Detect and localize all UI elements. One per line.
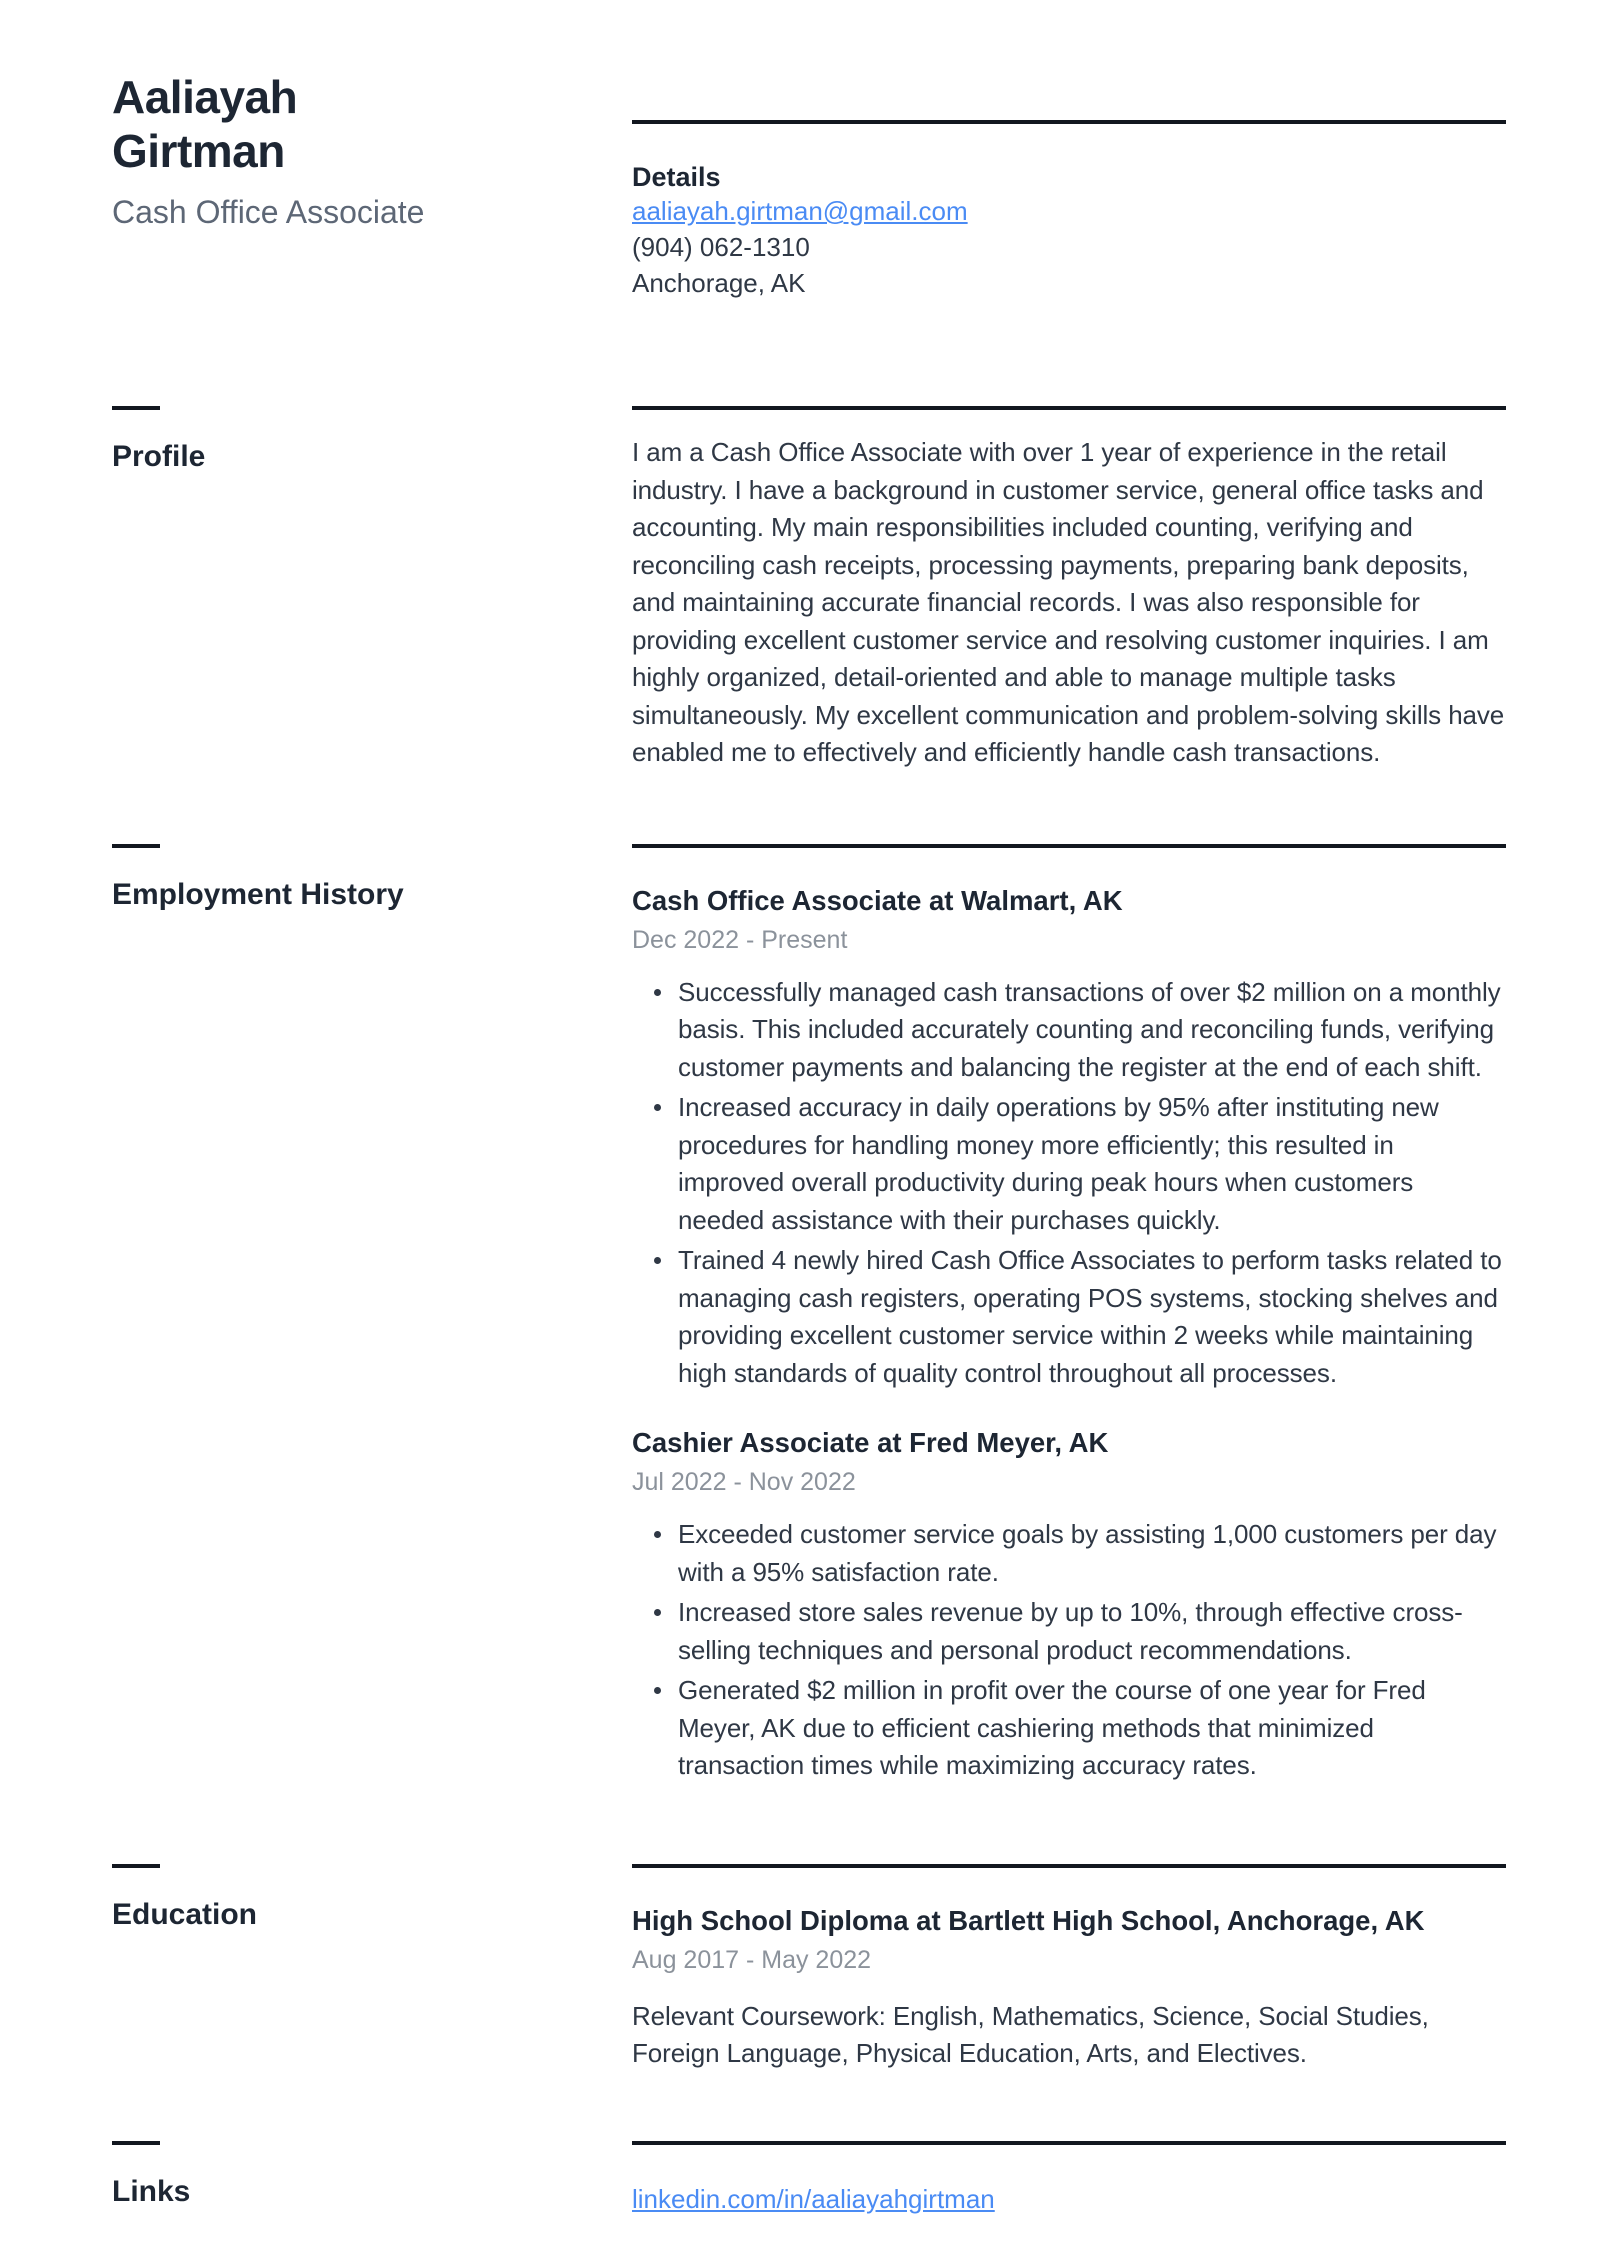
- profile-label-column: [112, 406, 632, 474]
- email-line: [632, 193, 1506, 229]
- details-heading: Details: [632, 162, 721, 192]
- job-title: Cash Office Associate at Walmart, AK: [632, 884, 1123, 916]
- links-rule: [632, 2141, 1506, 2145]
- education-heading: Education: [112, 1897, 258, 1931]
- profile-section: [112, 406, 1506, 772]
- location-line: Anchorage, AK: [632, 268, 806, 298]
- employment-dash: [112, 844, 160, 848]
- education-title: High School Diploma at Bartlett High School, Anchorage, AK: [632, 1904, 1425, 1936]
- details-block: [632, 162, 1506, 301]
- job-title: Cashier Associate at Fred Meyer, AK: [632, 1427, 1109, 1458]
- links-section: [112, 2141, 1506, 2217]
- job-bullet: Exceeded customer service goals by assisting 1,000 customers per day with a 95% satisfaction rate.: [632, 1516, 1506, 1591]
- job-bullet: Generated $2 million in profit over the course of one year for Fred Meyer, AK due to efficient cashiering methods that minimized transaction times while maximizing accuracy rates.: [632, 1672, 1506, 1785]
- job-bullet: Trained 4 newly hired Cash Office Associates to perform tasks related to managing cash registers, operating POS systems, stocking shelves and providing excellent customer service within 2 weeks while maintaining high standards of quality control throughout all processes.: [632, 1242, 1506, 1392]
- profile-text: I am a Cash Office Associate with over 1 year of experience in the retail industry. I have a background in customer service, general office tasks and accounting. My main responsibilities included counting, verifying and reconciling cash receipts, processing payments, preparing bank deposits, and maintaining accurate financial records. I was also responsible for providing excellent customer service and resolving customer inquiries. I am highly organized, detail-oriented and able to manage multiple tasks simultaneously. My excellent communication and problem-solving skills have enabled me to effectively and efficiently handle cash transactions.: [632, 437, 1505, 767]
- job-bullet: Increased store sales revenue by up to 10%, through effective cross-selling techniques and personal product recommendations.: [632, 1594, 1506, 1669]
- profile-dash: [112, 406, 160, 410]
- employment-heading: Employment History: [112, 877, 404, 911]
- links-heading: Links: [112, 2174, 191, 2208]
- person-job-title: Cash Office Associate: [112, 194, 425, 230]
- employment-content-column: [632, 844, 1506, 1788]
- header-section: [112, 70, 1506, 301]
- linkedin-line: [632, 2181, 1506, 2217]
- education-dates: Aug 2017 - May 2022: [632, 1945, 872, 1974]
- job-entry: [632, 1426, 1506, 1785]
- phone-line: (904) 062-1310: [632, 232, 810, 262]
- links-dash: [112, 2141, 160, 2145]
- education-description: Relevant Coursework: English, Mathematics, Science, Social Studies, Foreign Language, Physical Education, Arts, and Electives.: [632, 2000, 1429, 2068]
- employment-rule: [632, 844, 1506, 848]
- job-entry: [632, 884, 1506, 1393]
- education-entry: [632, 1904, 1506, 2073]
- details-rule: [632, 120, 1506, 124]
- employment-section: [112, 844, 1506, 1788]
- job-bullet: Increased accuracy in daily operations by 95% after instituting new procedures for handling money more efficiently; this resulted in improved overall productivity during peak hours when customers needed assistance with their purchases quickly.: [632, 1089, 1506, 1239]
- education-content-column: [632, 1864, 1506, 2073]
- employment-jobs: [632, 884, 1506, 1785]
- links-label-column: [112, 2141, 632, 2209]
- header-left: [112, 70, 632, 232]
- profile-rule: [632, 406, 1506, 410]
- job-bullet-list: [632, 1516, 1506, 1785]
- employment-label-column: [112, 844, 632, 912]
- education-rule: [632, 1864, 1506, 1868]
- education-section: [112, 1864, 1506, 2073]
- job-dates: Jul 2022 - Nov 2022: [632, 1468, 856, 1496]
- education-dash: [112, 1864, 160, 1868]
- job-bullet-list: [632, 974, 1506, 1393]
- details-column: [632, 70, 1506, 301]
- links-content-column: [632, 2141, 1506, 2217]
- email-link[interactable]: aaliayah.girtman@gmail.com: [632, 196, 968, 226]
- education-label-column: [112, 1864, 632, 1932]
- profile-content-column: [632, 406, 1506, 772]
- linkedin-link[interactable]: linkedin.com/in/aaliayahgirtman: [632, 2183, 995, 2214]
- job-dates: Dec 2022 - Present: [632, 925, 848, 954]
- person-name: Aaliayah Girtman: [112, 71, 298, 177]
- job-bullet: Successfully managed cash transactions of over $2 million on a monthly basis. This included accurately counting and reconciling funds, verifying customer payments and balancing the register at the end of each shift.: [632, 974, 1506, 1087]
- profile-heading: Profile: [112, 440, 206, 473]
